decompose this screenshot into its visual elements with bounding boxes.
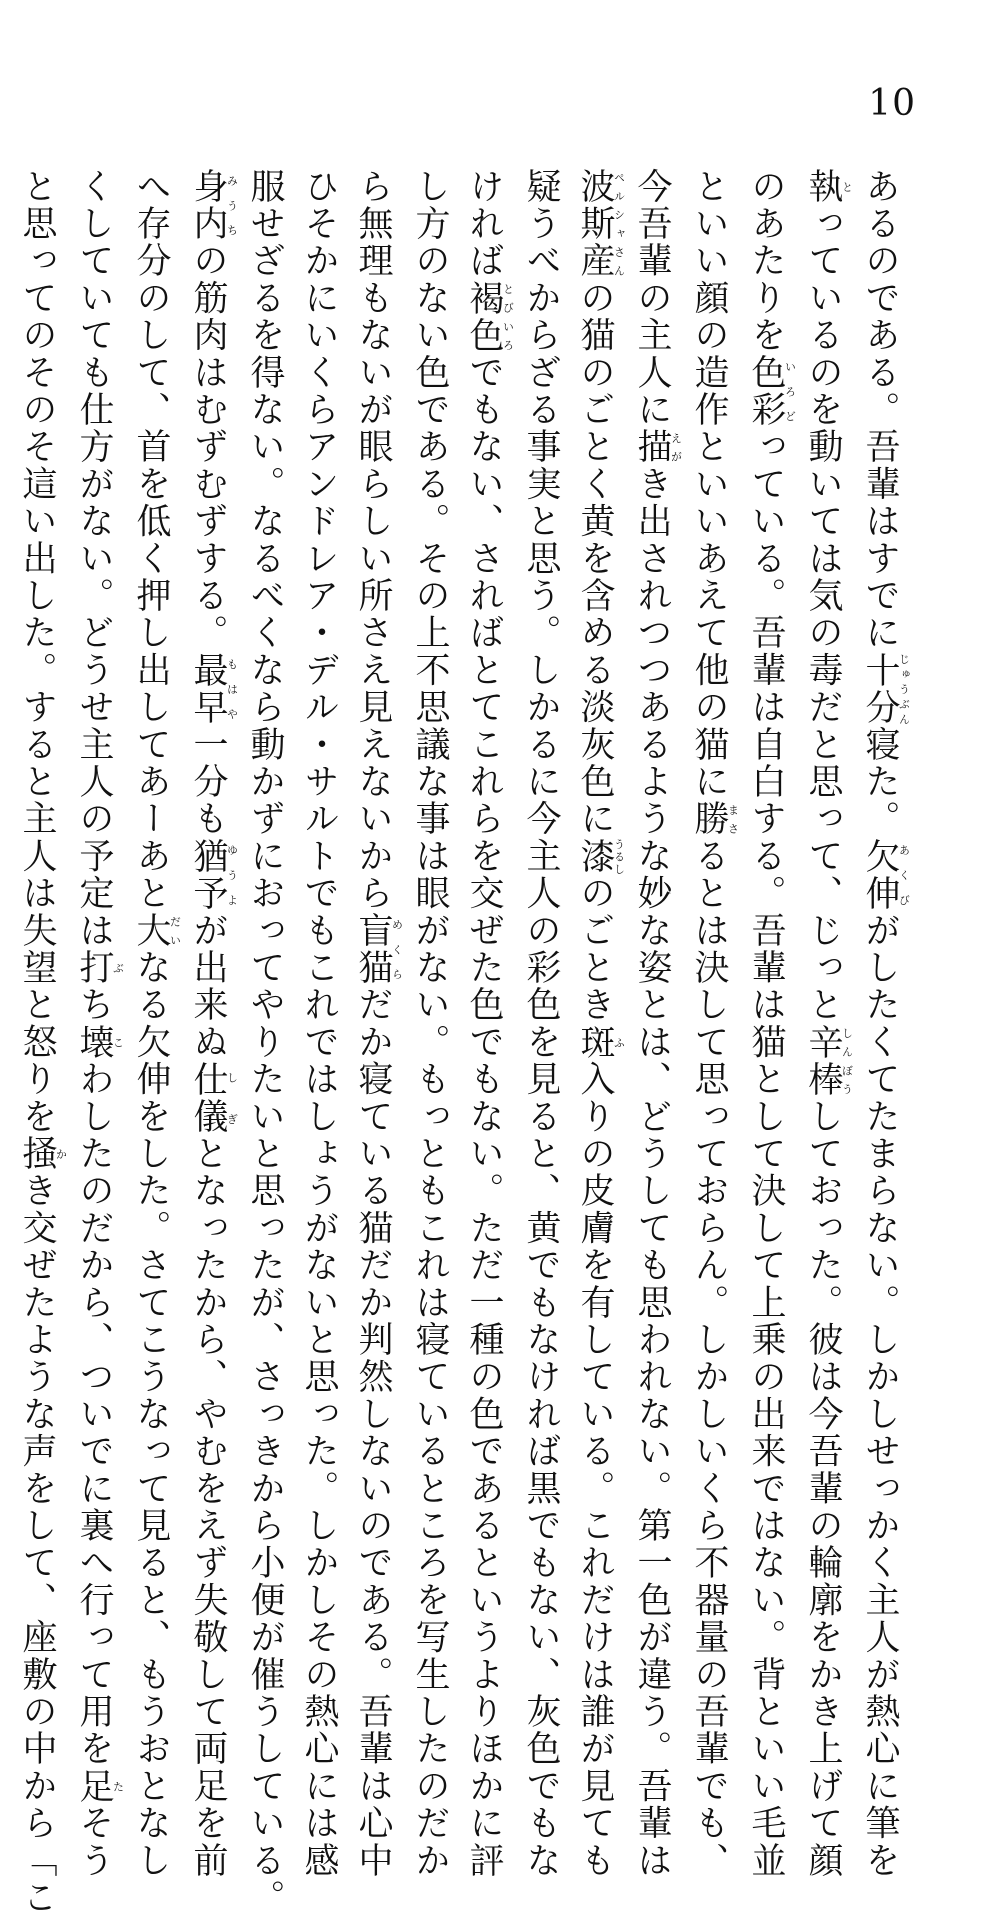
text-segment: 疑うべからざる事実と思う。しかるに今主人の彩色を見ると、黄でもなければ黒でもない、灰色でもな	[521, 168, 561, 1880]
text-line	[181, 168, 239, 1880]
text-segment: のごとき	[575, 874, 615, 1024]
ruby-base: 勝	[689, 800, 729, 838]
ruby-word	[74, 1767, 125, 1805]
ruby-word	[746, 354, 797, 429]
ruby-base: 色彩	[746, 354, 786, 429]
text-segment: ち	[74, 986, 114, 1024]
text-line	[739, 168, 797, 1880]
ruby-base: 猶予	[188, 837, 228, 913]
text-segment: っている。吾輩は自白する。吾輩は猫として決して上乗の出来ではない。背といい毛並	[746, 428, 786, 1880]
ruby-base: 十分	[860, 651, 900, 727]
ruby-base: 大	[131, 912, 171, 950]
ruby-reading: うるし	[612, 837, 626, 875]
ruby-word	[74, 949, 125, 987]
text-segment: し方のない色である。その上不思議な事は眼がない。もっともこれは寝ているところを写生したのだか	[410, 168, 450, 1880]
text-line	[853, 168, 911, 1880]
ruby-base: 斑	[575, 1023, 615, 1061]
ruby-word	[860, 651, 911, 727]
ruby-base: 身内	[188, 168, 228, 243]
text-segment: と思ってのそのそ這い出した。すると主人は失望と怒りを	[17, 168, 57, 1136]
text-line	[457, 168, 515, 1880]
text-segment: 一分も	[188, 726, 228, 838]
ruby-reading: しんぼう	[840, 1023, 854, 1099]
ruby-reading: まさ	[726, 800, 740, 838]
ruby-base: 掻	[17, 1135, 57, 1173]
text-segment: 入りの皮膚を有している。これだけは誰が見ても	[575, 1060, 615, 1880]
ruby-reading: めくら	[390, 912, 404, 987]
text-line	[403, 168, 457, 1880]
ruby-reading: とびいろ	[501, 279, 515, 355]
ruby-word	[188, 168, 239, 243]
ruby-base: 最早	[188, 651, 228, 727]
text-segment: となったから、やむをえず失敬して両足を前	[188, 1135, 228, 1880]
ruby-reading: みうち	[225, 168, 239, 243]
text-segment: き交ぜたような声をして、座敷の中から「こ	[17, 1172, 57, 1916]
ruby-base: 仕儀	[188, 1060, 228, 1136]
ruby-reading: あくび	[897, 837, 911, 913]
text-line	[124, 168, 182, 1880]
ruby-reading: ペルシャさん	[612, 168, 626, 280]
ruby-base: 褐色	[464, 279, 504, 355]
text-segment: 服せざるを得ない。なるべくなら動かずにおってやりたいと思ったが、さっきから小便が催うしている。	[245, 168, 285, 1916]
text-segment: だか寝ている猫だか判然しないのである。吾輩は心中	[353, 986, 393, 1880]
ruby-reading: ふ	[612, 1023, 626, 1061]
text-segment: っているのを動いては気の毒だと思って、じっと	[803, 205, 843, 1024]
text-line	[514, 168, 568, 1880]
ruby-reading: た	[111, 1767, 125, 1805]
ruby-reading: じゅうぶん	[897, 651, 911, 727]
text-line	[796, 168, 854, 1880]
ruby-base: 壊	[74, 1023, 114, 1061]
ruby-reading: もはや	[225, 651, 239, 726]
ruby-word	[575, 837, 626, 875]
ruby-word	[860, 837, 911, 913]
ruby-base: 波斯産	[575, 168, 615, 280]
ruby-word	[74, 1023, 125, 1061]
text-segment: 寝た。	[860, 726, 900, 838]
text-line	[346, 168, 404, 1880]
ruby-word	[131, 912, 182, 950]
text-segment: そう	[74, 1804, 114, 1880]
ruby-word	[188, 837, 239, 913]
text-segment: あるのである。吾輩はすでに	[860, 168, 900, 652]
ruby-word	[353, 912, 404, 987]
text-segment: るとは決して思っておらん。しかしいくら不器量の吾輩でも、	[689, 837, 729, 1880]
text-segment: ら無理もないが眼らしい所さえ見えないから	[353, 168, 393, 912]
text-segment: ひそかにいくらアンドレア・デル・サルトでもこれではしょうがないと思った。しかしその熱心には感	[299, 168, 339, 1880]
ruby-reading: と	[840, 168, 854, 206]
ruby-reading: えが	[669, 428, 683, 466]
text-segment: くしていても仕方がない。どうせ主人の予定は	[74, 168, 114, 950]
text-line	[568, 168, 626, 1880]
ruby-word	[632, 428, 683, 466]
ruby-reading: ぶ	[111, 949, 125, 987]
ruby-word	[575, 168, 626, 280]
text-segment: といい顔の造作といいあえて他の猫に	[689, 168, 729, 801]
ruby-base: 辛棒	[803, 1023, 843, 1099]
ruby-base: 漆	[575, 837, 615, 875]
ruby-reading: いろど	[783, 354, 797, 429]
ruby-reading: しぎ	[225, 1060, 239, 1136]
text-line	[625, 168, 683, 1880]
ruby-word	[803, 168, 854, 206]
ruby-word	[188, 1060, 239, 1136]
ruby-base: 足	[74, 1767, 114, 1805]
text-segment: 今吾輩の主人に	[632, 168, 672, 429]
text-segment: が出来ぬ	[188, 912, 228, 1061]
text-line	[292, 168, 346, 1880]
text-segment: がしたくてたまらない。しかしせっかく主人が熱心に筆を	[860, 912, 900, 1880]
ruby-word	[689, 800, 740, 838]
text-line	[238, 168, 292, 1916]
page-number: 10	[868, 83, 916, 124]
ruby-base: 盲猫	[353, 912, 393, 987]
ruby-reading: ゆうよ	[225, 837, 239, 913]
text-segment: のあたりを	[746, 168, 786, 354]
ruby-word	[464, 279, 515, 355]
text-segment: わしたのだから、ついでに裏へ行って用を	[74, 1060, 114, 1768]
text-segment: ければ	[464, 168, 504, 280]
text-line	[10, 168, 68, 1916]
body-text	[10, 168, 911, 1916]
ruby-base: 欠伸	[860, 837, 900, 913]
ruby-base: 打	[74, 949, 114, 987]
ruby-base: 執	[803, 168, 843, 206]
text-line	[67, 168, 125, 1880]
text-segment: へ存分のして、首を低く押し出してあーあと	[131, 168, 171, 912]
text-segment: の筋肉はむずむずする。	[188, 242, 228, 652]
text-segment: でもない、さればとてこれらを交ぜた色でもない。ただ一種の色であるというよりほかに評	[464, 354, 504, 1880]
ruby-reading: こ	[111, 1023, 125, 1061]
ruby-word	[575, 1023, 626, 1061]
text-line	[682, 168, 740, 1880]
text-segment: の猫のごとく黄を含める淡灰色に	[575, 279, 615, 838]
ruby-base: 描	[632, 428, 672, 466]
ruby-reading: か	[54, 1135, 68, 1173]
text-segment: しておった。彼は今吾輩の輪廓をかき上げて顔	[803, 1098, 843, 1880]
text-segment: き出されつつあるような妙な姿とは、どうしても思われない。第一色が違う。吾輩は	[632, 465, 672, 1880]
ruby-word	[188, 651, 239, 727]
ruby-reading: だい	[168, 912, 182, 950]
text-segment: なる欠伸をした。さてこうなって見ると、もうおとなし	[131, 949, 171, 1880]
ruby-word	[17, 1135, 68, 1173]
ruby-word	[803, 1023, 854, 1099]
